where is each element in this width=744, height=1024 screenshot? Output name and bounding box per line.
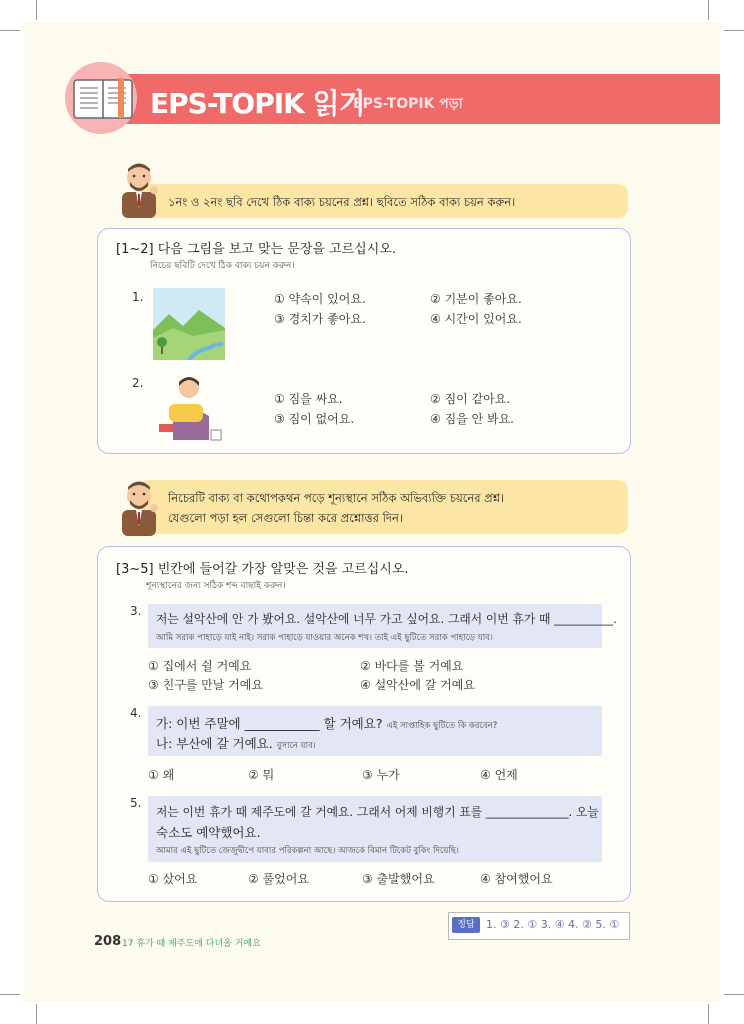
answer-option[interactable]: ③ 친구를 만날 거예요 (148, 678, 263, 692)
section-heading: [1~2] 다음 그림을 보고 맞는 문장을 고르십시오. (116, 242, 396, 257)
instruction-text: ১নং ও ২নং ছবি দেখে ঠিক বাক্য চয়নের প্রশ্ন। ছবিতে সঠিক বাক্য চয়ন করুন। (168, 195, 516, 209)
passage-text: 저는 이번 휴가 때 제주도에 갈 거예요. 그래서 어제 비행기 표를 ______________. 오늘 (156, 805, 599, 819)
question-number: 2. (132, 376, 144, 390)
answer-option[interactable]: ① 약속이 있어요. (274, 292, 366, 306)
answer-option[interactable]: ④ 시간이 있어요. (430, 312, 522, 326)
packing-illustration (155, 374, 227, 446)
answer-option[interactable]: ① 집에서 쉴 거예요 (148, 659, 252, 673)
question-number: 1. (132, 290, 144, 304)
passage-text: 숙소도 예약했어요. (156, 825, 261, 840)
answer-key-text: 1. ③ 2. ① 3. ④ 4. ② 5. ① (486, 918, 620, 931)
teacher-avatar-icon (112, 476, 164, 536)
question-number: 5. (130, 796, 142, 810)
teacher-avatar-icon (112, 158, 164, 218)
crop-mark (0, 994, 20, 995)
page-title: EPS-TOPIK 읽기 (150, 87, 365, 120)
instruction-strip (138, 480, 628, 534)
dialogue-translation: এই সাপ্তাহিক ছুটিতে কি করবেন? (386, 721, 498, 731)
passage-line (156, 714, 497, 733)
answer-option[interactable]: ③ 출발했어요 (362, 872, 435, 886)
passage-translation: আমার এই ছুটিতে জেজুদ্বীপে যাবার পরিকল্পনা আছে। আজকে বিমান টিকেট বুকিং দিয়েছি। (156, 846, 459, 856)
instruction-text: যেগুলো পড়া হল সেগুলো চিন্তা করে প্রশ্নোত্তর দিন। (168, 511, 403, 525)
question-number: 4. (130, 706, 142, 720)
passage-text: 저는 설악산에 안 가 봤어요. 설악산에 너무 가고 싶어요. 그래서 이번 휴가 때 __________. (156, 612, 617, 626)
crop-mark (724, 994, 744, 995)
landscape-illustration (153, 288, 225, 360)
dialogue-line: 가: 이번 주말에 ____________ 할 거예요? (156, 716, 383, 731)
instruction-strip (138, 184, 628, 218)
answer-option[interactable]: ③ 짐이 없어요. (274, 412, 355, 426)
answer-option[interactable]: ② 바다를 볼 거예요 (360, 659, 464, 673)
answer-option[interactable]: ④ 참여했어요 (480, 872, 553, 886)
chapter-title: 17 휴가 때 제주도에 다녀올 거예요 (122, 939, 261, 949)
crop-mark (708, 1004, 709, 1024)
page-number: 208 (94, 934, 122, 949)
passage-line (156, 734, 316, 753)
open-book-icon (72, 76, 134, 122)
answer-option[interactable]: ② 뭐 (248, 768, 275, 782)
crop-mark (708, 0, 709, 20)
section-subheading: নিচের ছবিটি দেখে ঠিক বাক্য চয়ন করুন। (150, 261, 295, 271)
dialogue-translation: বুসানে যাব। (276, 741, 316, 751)
crop-mark (724, 30, 744, 31)
answer-option[interactable]: ① 샀어요 (148, 872, 198, 886)
section-subheading: শূন্যস্থানের জন্য সঠিক শব্দ বাছাই করুন। (146, 581, 286, 591)
answer-option[interactable]: ④ 언제 (480, 768, 518, 782)
answer-option[interactable]: ③ 경치가 좋아요. (274, 312, 366, 326)
section-heading: [3~5] 빈칸에 들어갈 가장 알맞은 것을 고르십시오. (116, 562, 409, 577)
passage-translation: আমি সরাক পাহাড়ে যাই নাই। সরাক পাহাড়ে যাওয়ার অনেক শখ। তাই এই ছুটিতে সরাক পাহাড়ে যাব। (156, 633, 493, 643)
crop-mark (36, 0, 37, 20)
instruction-text: নিচেরটি বাক্য বা কথোপকথন পড়ে শূন্যস্থানে সঠিক অভিব্যক্তি চয়নের প্রশ্ন। (168, 491, 505, 505)
answer-key-label: 정답 (452, 917, 480, 933)
answer-option[interactable]: ② 기분이 좋아요. (430, 292, 522, 306)
answer-option[interactable]: ① 왜 (148, 768, 175, 782)
dialogue-line: 나: 부산에 갈 거예요. (156, 736, 273, 751)
question-number: 3. (130, 604, 142, 618)
answer-option[interactable]: ② 짐이 같아요. (430, 392, 511, 406)
answer-option[interactable]: ② 풀었어요 (248, 872, 309, 886)
answer-option[interactable]: ① 짐을 싸요. (274, 392, 343, 406)
answer-option[interactable]: ④ 짐을 안 봐요. (430, 412, 514, 426)
crop-mark (36, 1004, 37, 1024)
answer-option[interactable]: ④ 설악산에 갈 거예요 (360, 678, 475, 692)
page-subtitle: EPS-TOPIK পড়া (353, 96, 463, 112)
crop-mark (0, 30, 20, 31)
answer-option[interactable]: ③ 누가 (362, 768, 400, 782)
